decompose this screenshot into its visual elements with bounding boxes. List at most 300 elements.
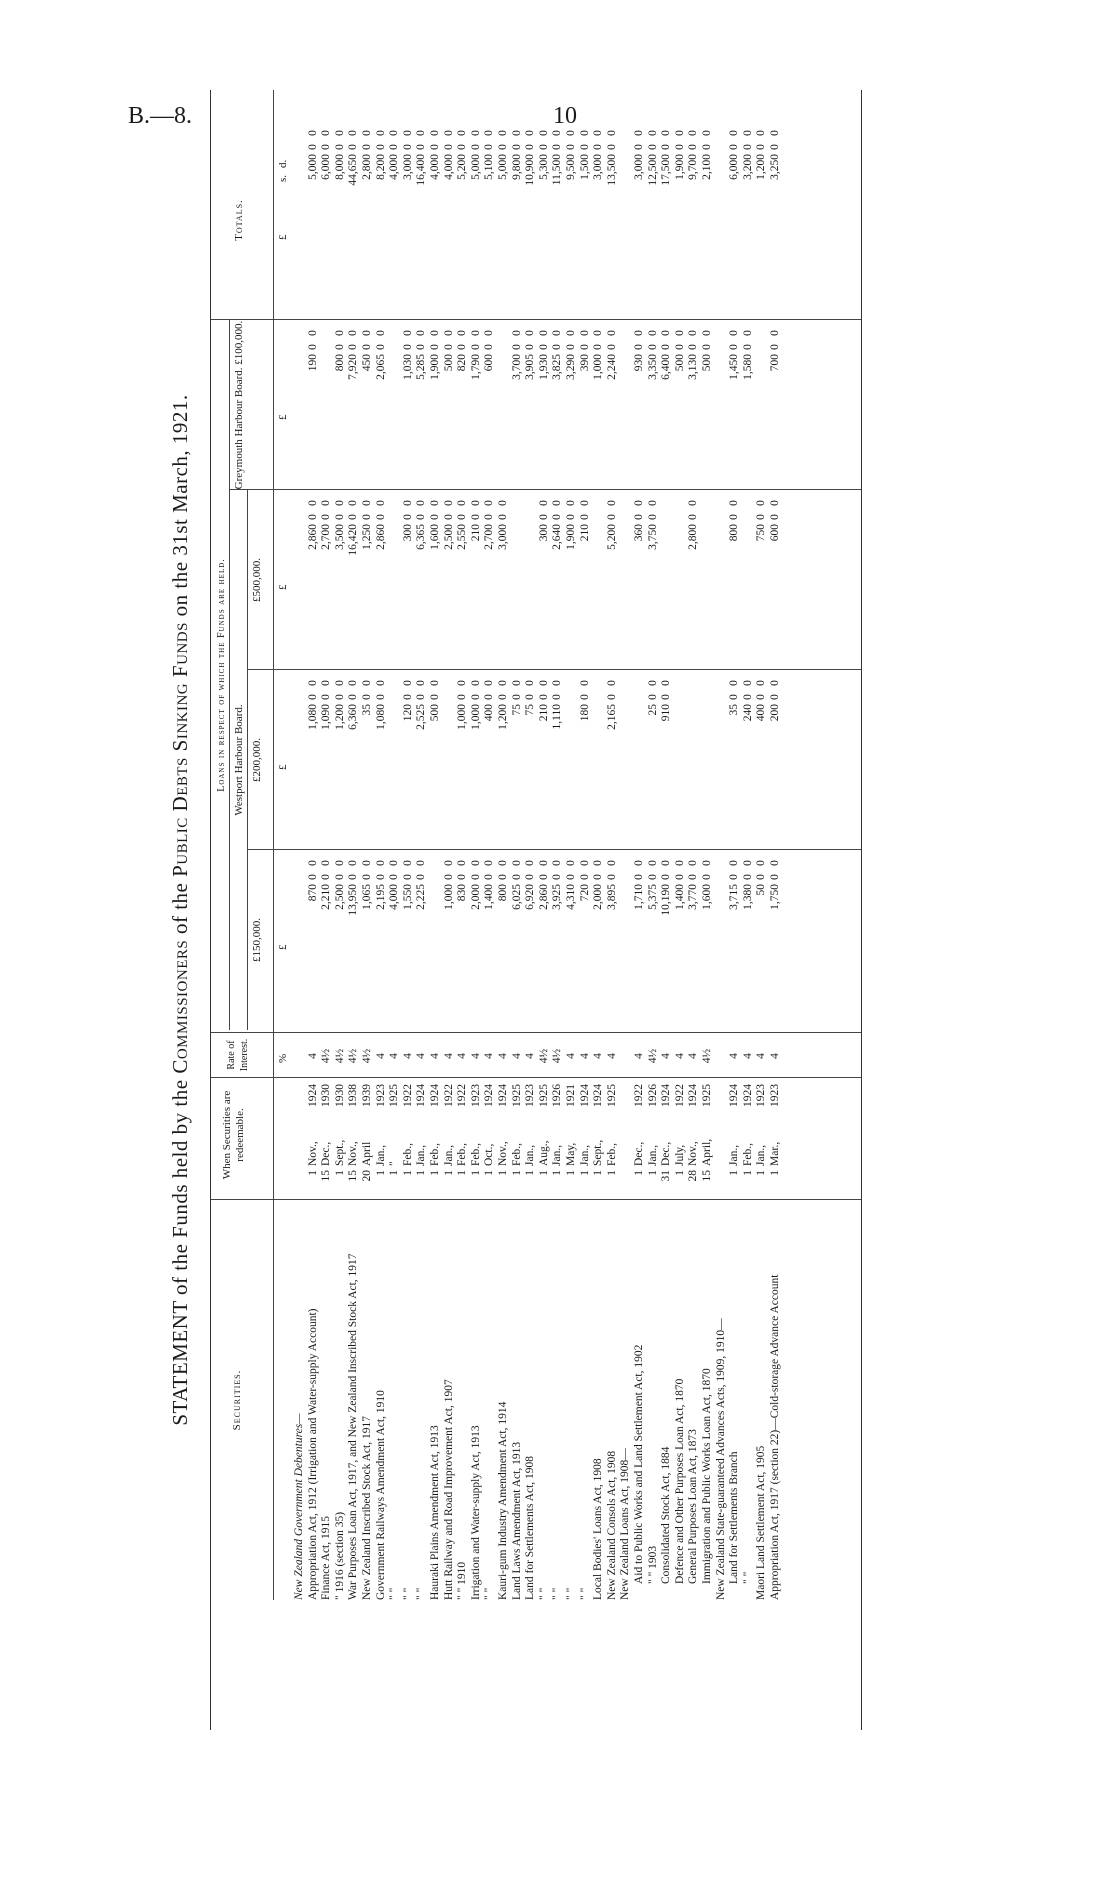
amount-cell bbox=[415, 496, 428, 666]
amount-cell bbox=[443, 326, 456, 486]
amount-pence: 0 bbox=[374, 330, 387, 336]
amount-cell bbox=[538, 326, 551, 486]
amount-shillings: 0 bbox=[769, 344, 781, 350]
amount-shillings: 0 bbox=[388, 874, 401, 880]
amount-shillings: 0 bbox=[429, 694, 441, 700]
amount-pounds: 500 bbox=[442, 354, 455, 372]
amount-pounds: 8,000 bbox=[333, 154, 346, 180]
amount-pounds: 4,000 bbox=[429, 154, 441, 180]
amount-pence: 0 bbox=[361, 680, 373, 686]
amount-pence: 0 bbox=[578, 130, 591, 136]
amount-cell bbox=[443, 126, 456, 316]
amount-pence: 0 bbox=[769, 130, 781, 136]
amount-shillings: 0 bbox=[361, 344, 373, 350]
amount-cell bbox=[660, 126, 673, 316]
amount-pence: 0 bbox=[524, 860, 537, 866]
amount-pence: 0 bbox=[769, 330, 781, 336]
redeem-year: 1921 bbox=[565, 1084, 577, 1107]
amount-shillings: 0 bbox=[374, 874, 387, 880]
redeem-month: Nov., bbox=[687, 1141, 700, 1166]
amount-shillings: 0 bbox=[605, 694, 618, 700]
interest-rate: 4½ bbox=[361, 1048, 373, 1064]
interest-rate: 4 bbox=[388, 1053, 401, 1059]
amount-shillings: 0 bbox=[374, 694, 387, 700]
redeemable-date bbox=[701, 1080, 714, 1190]
amount-pence: 0 bbox=[660, 130, 673, 136]
redeemable-date bbox=[674, 1080, 687, 1190]
amount-pounds: 1,550 bbox=[401, 884, 414, 910]
redeem-year: 1930 bbox=[333, 1084, 346, 1107]
unit-shilling: s. bbox=[277, 174, 289, 182]
amount-pounds: 600 bbox=[769, 524, 781, 542]
amount-pounds: 830 bbox=[456, 884, 469, 902]
redeem-month: Mar., bbox=[769, 1141, 781, 1166]
amount-shillings: 0 bbox=[524, 144, 537, 150]
amount-shillings: 0 bbox=[469, 144, 482, 150]
amount-pounds: 1,090 bbox=[320, 704, 333, 730]
unit-percent: % bbox=[277, 1053, 289, 1063]
amount-shillings: 0 bbox=[660, 874, 673, 880]
security-name: " " bbox=[388, 1587, 401, 1600]
amount-cell bbox=[497, 856, 510, 1026]
amount-pounds: 1,000 bbox=[456, 704, 469, 730]
redeemable-date bbox=[334, 1080, 347, 1190]
amount-cell bbox=[647, 856, 660, 1026]
redeem-month: Jan., bbox=[578, 1144, 591, 1166]
amount-pounds: 3,925 bbox=[551, 884, 564, 910]
redeemable-date bbox=[647, 1080, 660, 1190]
interest-rate: 4 bbox=[578, 1053, 591, 1059]
amount-cell bbox=[538, 856, 551, 1026]
amount-cell bbox=[470, 496, 483, 666]
amount-pence: 0 bbox=[646, 330, 659, 336]
amount-pence: 0 bbox=[578, 500, 591, 506]
redeem-year: 1930 bbox=[320, 1084, 333, 1107]
redeemable-date bbox=[429, 1080, 442, 1190]
security-name: Immigration and Public Works Loan Act, 1870 bbox=[701, 1368, 713, 1584]
security-name: " " bbox=[537, 1587, 550, 1600]
amount-pence: 0 bbox=[728, 680, 741, 686]
amount-cell bbox=[565, 496, 578, 666]
report-code: B.—8. bbox=[128, 103, 193, 129]
unit-pound: £ bbox=[277, 584, 289, 590]
amount-pounds: 16,420 bbox=[347, 524, 360, 556]
security-name: New Zealand Government Debentures— bbox=[293, 1413, 305, 1600]
amount-pounds: 3,200 bbox=[741, 154, 754, 180]
amount-shillings: 0 bbox=[755, 514, 768, 520]
security-name: Land for Settlements Branch bbox=[728, 1451, 741, 1584]
redeem-year: 1926 bbox=[646, 1084, 659, 1107]
amount-shillings: 0 bbox=[537, 874, 550, 880]
interest-rate: 4 bbox=[497, 1053, 509, 1059]
amount-cell bbox=[742, 126, 755, 316]
amount-cell bbox=[307, 676, 320, 846]
redeem-day: 31 bbox=[660, 1170, 673, 1182]
amount-pounds: 3,700 bbox=[510, 354, 523, 380]
amount-pounds: 2,210 bbox=[320, 884, 333, 910]
amount-pence: 0 bbox=[333, 130, 346, 136]
amount-pence: 0 bbox=[415, 860, 428, 866]
interest-rate: 4 bbox=[442, 1053, 455, 1059]
amount-pounds: 1,000 bbox=[442, 884, 455, 910]
amount-pence: 0 bbox=[469, 130, 482, 136]
amount-pence: 0 bbox=[333, 680, 346, 686]
amount-pounds: 400 bbox=[483, 704, 496, 722]
loans-group-rule bbox=[229, 320, 230, 1030]
amount-pence: 0 bbox=[687, 860, 700, 866]
amount-pounds: 700 bbox=[769, 354, 781, 372]
amount-shillings: 0 bbox=[306, 694, 319, 700]
amount-pence: 0 bbox=[401, 860, 414, 866]
amount-cell bbox=[524, 326, 537, 486]
amount-pounds: 1,000 bbox=[469, 704, 482, 730]
amount-shillings: 0 bbox=[687, 514, 700, 520]
amount-pence: 0 bbox=[415, 680, 428, 686]
amount-shillings: 0 bbox=[578, 874, 591, 880]
redeem-day: 1 bbox=[510, 1170, 523, 1176]
amount-pence: 0 bbox=[442, 500, 455, 506]
amount-pounds: 910 bbox=[660, 704, 673, 722]
redeem-day: 1 bbox=[429, 1170, 441, 1176]
amount-pounds: 9,700 bbox=[687, 154, 700, 180]
redeem-year: 1924 bbox=[728, 1084, 741, 1107]
amount-shillings: 0 bbox=[401, 514, 414, 520]
amount-shillings: 0 bbox=[320, 874, 333, 880]
divider bbox=[247, 849, 861, 850]
amount-pence: 0 bbox=[673, 330, 686, 336]
amount-pounds: 600 bbox=[483, 354, 496, 372]
amount-pounds: 13,950 bbox=[347, 884, 360, 916]
security-name: Defence and Other Purposes Loan Act, 1870 bbox=[673, 1378, 686, 1584]
redeemable-date bbox=[361, 1080, 374, 1190]
amount-cell bbox=[347, 326, 360, 486]
amount-pounds: 3,000 bbox=[633, 154, 645, 180]
amount-cell bbox=[647, 326, 660, 486]
amount-pence: 0 bbox=[660, 860, 673, 866]
amount-shillings: 0 bbox=[456, 874, 469, 880]
amount-shillings: 0 bbox=[687, 344, 700, 350]
divider bbox=[229, 489, 861, 490]
redeem-day: 1 bbox=[415, 1170, 428, 1176]
amount-cell bbox=[483, 676, 496, 846]
amount-pounds: 5,285 bbox=[415, 354, 428, 380]
amount-pence: 0 bbox=[429, 130, 441, 136]
amount-cell bbox=[470, 326, 483, 486]
interest-rate: 4 bbox=[565, 1053, 577, 1059]
amount-pounds: 3,290 bbox=[565, 354, 577, 380]
col-westport-header: Westport Harbour Board. bbox=[233, 704, 245, 816]
amount-cell bbox=[674, 126, 687, 316]
redeem-year: 1923 bbox=[374, 1084, 387, 1107]
amount-pounds: 240 bbox=[741, 704, 754, 722]
redeem-year: 1925 bbox=[701, 1084, 713, 1107]
amount-cell bbox=[524, 676, 537, 846]
amount-cell bbox=[375, 856, 388, 1026]
amount-pence: 0 bbox=[537, 860, 550, 866]
amount-shillings: 0 bbox=[687, 144, 700, 150]
amount-pence: 0 bbox=[429, 330, 441, 336]
amount-shillings: 0 bbox=[551, 874, 564, 880]
amount-pounds: 1,200 bbox=[755, 154, 768, 180]
redeem-day: 1 bbox=[483, 1170, 496, 1176]
amount-pence: 0 bbox=[646, 680, 659, 686]
amount-cell bbox=[497, 126, 510, 316]
amount-cell bbox=[769, 126, 782, 316]
redeem-month: Feb., bbox=[741, 1143, 754, 1166]
amount-shillings: 0 bbox=[537, 694, 550, 700]
redeemable-date bbox=[769, 1080, 782, 1190]
amount-cell bbox=[511, 676, 524, 846]
amount-pence: 0 bbox=[633, 500, 645, 506]
amount-cell bbox=[742, 856, 755, 1026]
redeemable-date bbox=[633, 1080, 646, 1190]
amount-cell bbox=[565, 326, 578, 486]
interest-rate: 4 bbox=[483, 1053, 496, 1059]
amount-pence: 0 bbox=[347, 500, 360, 506]
amount-cell bbox=[470, 856, 483, 1026]
amount-pence: 0 bbox=[605, 330, 618, 336]
amount-shillings: 0 bbox=[469, 514, 482, 520]
interest-rate: 4 bbox=[687, 1053, 700, 1059]
redeem-day: 1 bbox=[306, 1170, 319, 1176]
security-name: Local Bodies' Loans Act, 1908 bbox=[592, 1458, 605, 1600]
amount-shillings: 0 bbox=[646, 144, 659, 150]
redeem-year: 1924 bbox=[306, 1084, 319, 1107]
amount-shillings: 0 bbox=[306, 514, 319, 520]
amount-pounds: 2,860 bbox=[374, 524, 387, 550]
amount-pounds: 5,200 bbox=[605, 524, 618, 550]
amount-pence: 0 bbox=[469, 330, 482, 336]
amount-pounds: 11,500 bbox=[551, 154, 564, 186]
amount-shillings: 0 bbox=[660, 694, 673, 700]
amount-shillings: 0 bbox=[306, 144, 319, 150]
amount-cell bbox=[415, 856, 428, 1026]
amount-cell bbox=[538, 126, 551, 316]
amount-pence: 0 bbox=[728, 500, 741, 506]
redeemable-date bbox=[402, 1080, 415, 1190]
security-name: Appropriation Act, 1912 (Irrigation and Water-supply Account) bbox=[306, 1308, 319, 1600]
amount-pounds: 450 bbox=[361, 354, 373, 372]
amount-pounds: 2,500 bbox=[442, 524, 455, 550]
redeem-day: 1 bbox=[524, 1170, 537, 1176]
amount-cell bbox=[551, 496, 564, 666]
interest-rate: 4 bbox=[524, 1053, 537, 1059]
redeem-day: 1 bbox=[388, 1170, 401, 1176]
amount-shillings: 0 bbox=[551, 514, 564, 520]
amount-pence: 0 bbox=[578, 680, 591, 686]
amount-pounds: 300 bbox=[401, 524, 414, 542]
amount-pounds: 800 bbox=[333, 354, 346, 372]
amount-pence: 0 bbox=[333, 860, 346, 866]
amount-shillings: 0 bbox=[701, 874, 713, 880]
amount-pounds: 2,800 bbox=[687, 524, 700, 550]
amount-shillings: 0 bbox=[728, 514, 741, 520]
amount-pounds: 6,000 bbox=[320, 154, 333, 180]
amount-pence: 0 bbox=[755, 680, 768, 686]
amount-cell bbox=[755, 856, 768, 1026]
security-name: Consolidated Stock Act, 1884 bbox=[660, 1446, 673, 1584]
amount-pence: 0 bbox=[701, 130, 713, 136]
amount-pence: 0 bbox=[401, 330, 414, 336]
amount-cell bbox=[470, 676, 483, 846]
amount-cell bbox=[606, 676, 619, 846]
amount-cell bbox=[728, 126, 741, 316]
col-greymouth-header: Greymouth Harbour Board. £100,000. bbox=[233, 320, 245, 490]
amount-pounds: 5,300 bbox=[537, 154, 550, 180]
redeem-year: 1922 bbox=[456, 1084, 469, 1107]
amount-cell bbox=[361, 326, 374, 486]
amount-shillings: 0 bbox=[415, 344, 428, 350]
amount-pence: 0 bbox=[524, 130, 537, 136]
redeem-day: 1 bbox=[755, 1170, 768, 1176]
unit-pence: d. bbox=[277, 159, 289, 168]
amount-pence: 0 bbox=[687, 330, 700, 336]
amount-pounds: 6,025 bbox=[510, 884, 523, 910]
redeem-day: 1 bbox=[646, 1170, 659, 1176]
amount-pounds: 3,750 bbox=[646, 524, 659, 550]
amount-pence: 0 bbox=[592, 330, 605, 336]
unit-pound: £ bbox=[277, 234, 289, 240]
amount-pence: 0 bbox=[769, 680, 781, 686]
amount-shillings: 0 bbox=[483, 694, 496, 700]
amount-cell bbox=[742, 326, 755, 486]
amount-pounds: 2,700 bbox=[320, 524, 333, 550]
amount-pence: 0 bbox=[646, 130, 659, 136]
col-redeemable-header: When Securities are redeemable. bbox=[221, 1090, 246, 1180]
amount-cell bbox=[347, 676, 360, 846]
amount-cell bbox=[497, 496, 510, 666]
amount-pence: 0 bbox=[347, 330, 360, 336]
amount-pence: 0 bbox=[333, 330, 346, 336]
col-securities-header: Securities. bbox=[231, 1369, 243, 1431]
security-name: General Purposes Loan Act, 1873 bbox=[687, 1429, 700, 1584]
amount-pounds: 2,525 bbox=[415, 704, 428, 730]
amount-cell bbox=[755, 496, 768, 666]
amount-pounds: 200 bbox=[769, 704, 781, 722]
amount-cell bbox=[415, 126, 428, 316]
redeemable-date bbox=[511, 1080, 524, 1190]
amount-shillings: 0 bbox=[374, 144, 387, 150]
amount-cell bbox=[551, 126, 564, 316]
amount-pence: 0 bbox=[388, 130, 401, 136]
redeem-month: Feb., bbox=[401, 1143, 414, 1166]
interest-rate: 4 bbox=[605, 1053, 618, 1059]
amount-pounds: 5,100 bbox=[483, 154, 496, 180]
redeem-day: 1 bbox=[456, 1170, 469, 1176]
amount-pence: 0 bbox=[687, 130, 700, 136]
amount-shillings: 0 bbox=[592, 874, 605, 880]
amount-pence: 0 bbox=[741, 130, 754, 136]
amount-pence: 0 bbox=[442, 860, 455, 866]
amount-pounds: 2,800 bbox=[361, 154, 373, 180]
amount-cell bbox=[524, 126, 537, 316]
amount-pounds: 25 bbox=[646, 704, 659, 716]
amount-shillings: 0 bbox=[401, 874, 414, 880]
security-name: " " bbox=[741, 1571, 754, 1584]
redeem-month: Jan., bbox=[551, 1144, 564, 1166]
amount-pence: 0 bbox=[551, 130, 564, 136]
amount-shillings: 0 bbox=[769, 874, 781, 880]
amount-pounds: 17,500 bbox=[660, 154, 673, 186]
redeem-day: 20 bbox=[361, 1170, 373, 1182]
amount-cell bbox=[334, 856, 347, 1026]
amount-pounds: 3,500 bbox=[333, 524, 346, 550]
amount-shillings: 0 bbox=[646, 514, 659, 520]
redeemable-date bbox=[579, 1080, 592, 1190]
amount-shillings: 0 bbox=[469, 694, 482, 700]
amount-cell bbox=[660, 326, 673, 486]
amount-pounds: 1,030 bbox=[401, 354, 414, 380]
redeem-month: Sept., bbox=[592, 1139, 605, 1166]
amount-cell bbox=[647, 676, 660, 846]
amount-cell bbox=[606, 856, 619, 1026]
amount-cell bbox=[728, 326, 741, 486]
amount-shillings: 0 bbox=[565, 144, 577, 150]
amount-pounds: 3,770 bbox=[687, 884, 700, 910]
amount-shillings: 0 bbox=[660, 344, 673, 350]
amount-cell bbox=[429, 126, 442, 316]
amount-shillings: 0 bbox=[306, 344, 319, 350]
redeem-year: 1923 bbox=[769, 1084, 781, 1107]
amount-pence: 0 bbox=[537, 500, 550, 506]
amount-pence: 0 bbox=[388, 860, 401, 866]
amount-pounds: 2,240 bbox=[605, 354, 618, 380]
security-name: " " 1903 bbox=[646, 1545, 659, 1584]
redeemable-date bbox=[524, 1080, 537, 1190]
amount-pounds: 500 bbox=[701, 354, 713, 372]
amount-cell bbox=[701, 326, 714, 486]
amount-cell bbox=[565, 126, 578, 316]
amount-shillings: 0 bbox=[510, 144, 523, 150]
redeem-month: Jan., bbox=[755, 1144, 768, 1166]
amount-pounds: 3,895 bbox=[605, 884, 618, 910]
amount-shillings: 0 bbox=[347, 344, 360, 350]
interest-rate: 4½ bbox=[347, 1048, 360, 1064]
interest-rate: 4 bbox=[456, 1053, 469, 1059]
amount-shillings: 0 bbox=[551, 144, 564, 150]
amount-shillings: 0 bbox=[415, 874, 428, 880]
amount-cell bbox=[660, 856, 673, 1026]
amount-pounds: 120 bbox=[401, 704, 414, 722]
amount-cell bbox=[388, 126, 401, 316]
amount-shillings: 0 bbox=[673, 344, 686, 350]
security-name: " " bbox=[551, 1587, 564, 1600]
redeem-year: 1925 bbox=[388, 1084, 401, 1107]
amount-pounds: 800 bbox=[728, 524, 741, 542]
amount-shillings: 0 bbox=[374, 344, 387, 350]
amount-pence: 0 bbox=[497, 680, 509, 686]
amount-cell bbox=[742, 676, 755, 846]
redeem-month: Oct., bbox=[483, 1143, 496, 1166]
divider bbox=[211, 1077, 861, 1078]
amount-cell bbox=[402, 496, 415, 666]
amount-pence: 0 bbox=[483, 680, 496, 686]
header-bottom-rule bbox=[273, 90, 274, 1600]
redeem-month: Jan., bbox=[524, 1144, 537, 1166]
col-rate-header: Rate of Interest. bbox=[226, 1038, 250, 1072]
amount-pounds: 720 bbox=[578, 884, 591, 902]
amount-shillings: 0 bbox=[741, 874, 754, 880]
amount-cell bbox=[687, 856, 700, 1026]
amount-pence: 0 bbox=[646, 500, 659, 506]
amount-cell bbox=[456, 676, 469, 846]
amount-pounds: 1,400 bbox=[673, 884, 686, 910]
amount-pounds: 6,360 bbox=[347, 704, 360, 730]
redeem-day: 1 bbox=[401, 1170, 414, 1176]
redeem-month: Jan., bbox=[374, 1144, 387, 1166]
redeemable-date bbox=[307, 1080, 320, 1190]
amount-shillings: 0 bbox=[510, 694, 523, 700]
